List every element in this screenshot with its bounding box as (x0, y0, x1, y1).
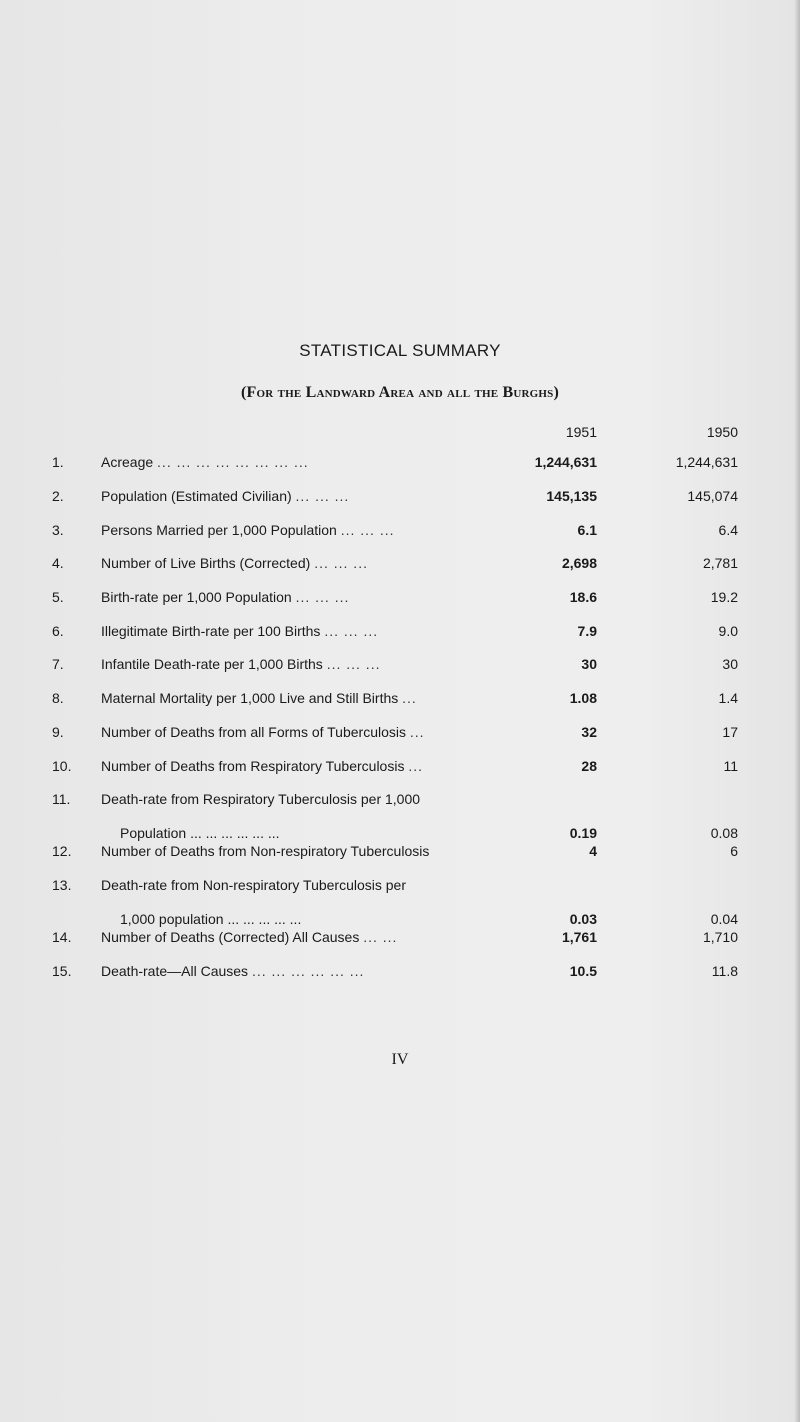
row-number: 5. (52, 589, 64, 605)
row-label (101, 724, 491, 740)
page-title: STATISTICAL SUMMARY (299, 341, 501, 360)
row-label-text: Illegitimate Birth-rate per 100 Births (101, 623, 321, 639)
row-label (101, 690, 491, 706)
row-number: 9. (52, 724, 64, 740)
row-label (101, 877, 491, 893)
leader-dots: ... ... ... (295, 589, 350, 605)
value-1951: 4 (589, 843, 597, 859)
value-1951: 1,244,631 (534, 454, 597, 470)
row-label-continuation (120, 911, 301, 927)
column-header-1951: 1951 (565, 424, 597, 440)
row-label-continuation (120, 825, 280, 841)
row-number: 13. (52, 877, 72, 893)
row-number: 7. (52, 656, 64, 672)
leader-dots: ... ... ... (340, 522, 395, 538)
row-label-text: Number of Deaths from Non-respiratory Tuberculosis (101, 843, 430, 859)
value-1951: 1.08 (569, 690, 597, 706)
row-label-text: Infantile Death-rate per 1,000 Births (101, 656, 323, 672)
leader-dots: ... ... ... (314, 555, 368, 571)
value-1950: 2,781 (702, 555, 738, 571)
value-1951: 2,698 (561, 555, 597, 571)
row-number: 1. (52, 454, 64, 470)
value-1951: 28 (581, 758, 597, 774)
leader-dots: ... ... ... (324, 623, 379, 639)
value-1950: 9.0 (718, 623, 738, 639)
row-label (101, 758, 491, 774)
row-label (101, 791, 491, 807)
row-label (101, 843, 491, 859)
value-1950: 11 (723, 758, 738, 774)
value-1951: 18.6 (569, 589, 597, 605)
leader-dots: ... ... ... ... ... ... (190, 825, 280, 841)
row-label-text: Population (120, 825, 187, 841)
value-1950: 6.4 (718, 522, 738, 538)
row-label (101, 589, 491, 605)
leader-dots: ... (408, 758, 424, 774)
column-header-1950: 1950 (706, 424, 738, 440)
row-label (101, 555, 491, 571)
value-1951: 6.1 (577, 522, 597, 538)
row-label-text: Population (Estimated Civilian) (101, 488, 292, 504)
value-1950: 145,074 (687, 488, 738, 504)
row-label (101, 623, 491, 639)
value-1951: 1,761 (561, 929, 597, 945)
value-1951: 30 (581, 656, 597, 672)
leader-dots: ... ... ... (326, 656, 381, 672)
row-label-text: Death-rate from Non-respiratory Tuberculosis per (101, 877, 407, 893)
row-number: 15. (52, 963, 72, 979)
row-number: 4. (52, 555, 64, 571)
value-1951: 0.03 (569, 911, 597, 927)
leader-dots: ... ... ... ... ... ... ... ... (157, 454, 309, 470)
row-number: 12. (52, 843, 72, 859)
row-label-text: Number of Deaths (Corrected) All Causes (101, 929, 360, 945)
row-label-text: 1,000 population (120, 911, 224, 927)
row-label-text: Number of Deaths from Respiratory Tuberculosis (101, 758, 405, 774)
leader-dots: ... (402, 690, 417, 706)
row-label (101, 454, 491, 470)
leader-dots: ... ... ... ... ... ... (251, 963, 365, 979)
leader-dots: ... ... (363, 929, 398, 945)
row-label (101, 656, 491, 672)
row-number: 8. (52, 690, 64, 706)
row-label-text: Number of Live Births (Corrected) (101, 555, 311, 571)
row-number: 11. (52, 791, 71, 807)
value-1950: 17 (722, 724, 738, 740)
value-1950: 11.8 (711, 963, 738, 979)
row-label-text: Number of Deaths from all Forms of Tuberculosis (101, 724, 406, 740)
page-number: IV (391, 1051, 409, 1068)
value-1950: 1.4 (718, 690, 738, 706)
row-label-text: Birth-rate per 1,000 Population (101, 589, 292, 605)
value-1950: 30 (722, 656, 738, 672)
leader-dots: ... (409, 724, 425, 740)
row-label (101, 522, 491, 538)
row-label (101, 929, 491, 945)
value-1950: 0.08 (710, 825, 738, 841)
value-1950: 19.2 (710, 589, 738, 605)
value-1951: 0.19 (569, 825, 597, 841)
value-1950: 0.04 (710, 911, 738, 927)
value-1950: 6 (730, 843, 738, 859)
row-label (101, 488, 491, 504)
row-label-text: Acreage (101, 454, 154, 470)
leader-dots: ... ... ... (295, 488, 350, 504)
page-edge-shadow (794, 0, 800, 1422)
value-1950: 1,244,631 (675, 454, 738, 470)
value-1951: 7.9 (577, 623, 597, 639)
leader-dots: ... ... ... ... ... (227, 911, 302, 927)
row-label-text: Death-rate from Respiratory Tuberculosis per 1,000 (101, 791, 421, 807)
value-1951: 145,135 (546, 488, 597, 504)
page-subtitle: (For the Landward Area and all the Burghs) (240, 384, 560, 401)
value-1950: 1,710 (702, 929, 738, 945)
row-number: 14. (52, 929, 72, 945)
value-1951: 10.5 (569, 963, 597, 979)
row-label-text: Death-rate—All Causes (101, 963, 249, 979)
row-label-text: Persons Married per 1,000 Population (101, 522, 337, 538)
row-label (101, 963, 491, 979)
row-number: 10. (52, 758, 72, 774)
row-number: 3. (52, 522, 64, 538)
row-number: 6. (52, 623, 64, 639)
value-1951: 32 (581, 724, 597, 740)
row-label-text: Maternal Mortality per 1,000 Live and Still Births (101, 690, 399, 706)
row-number: 2. (52, 488, 64, 504)
